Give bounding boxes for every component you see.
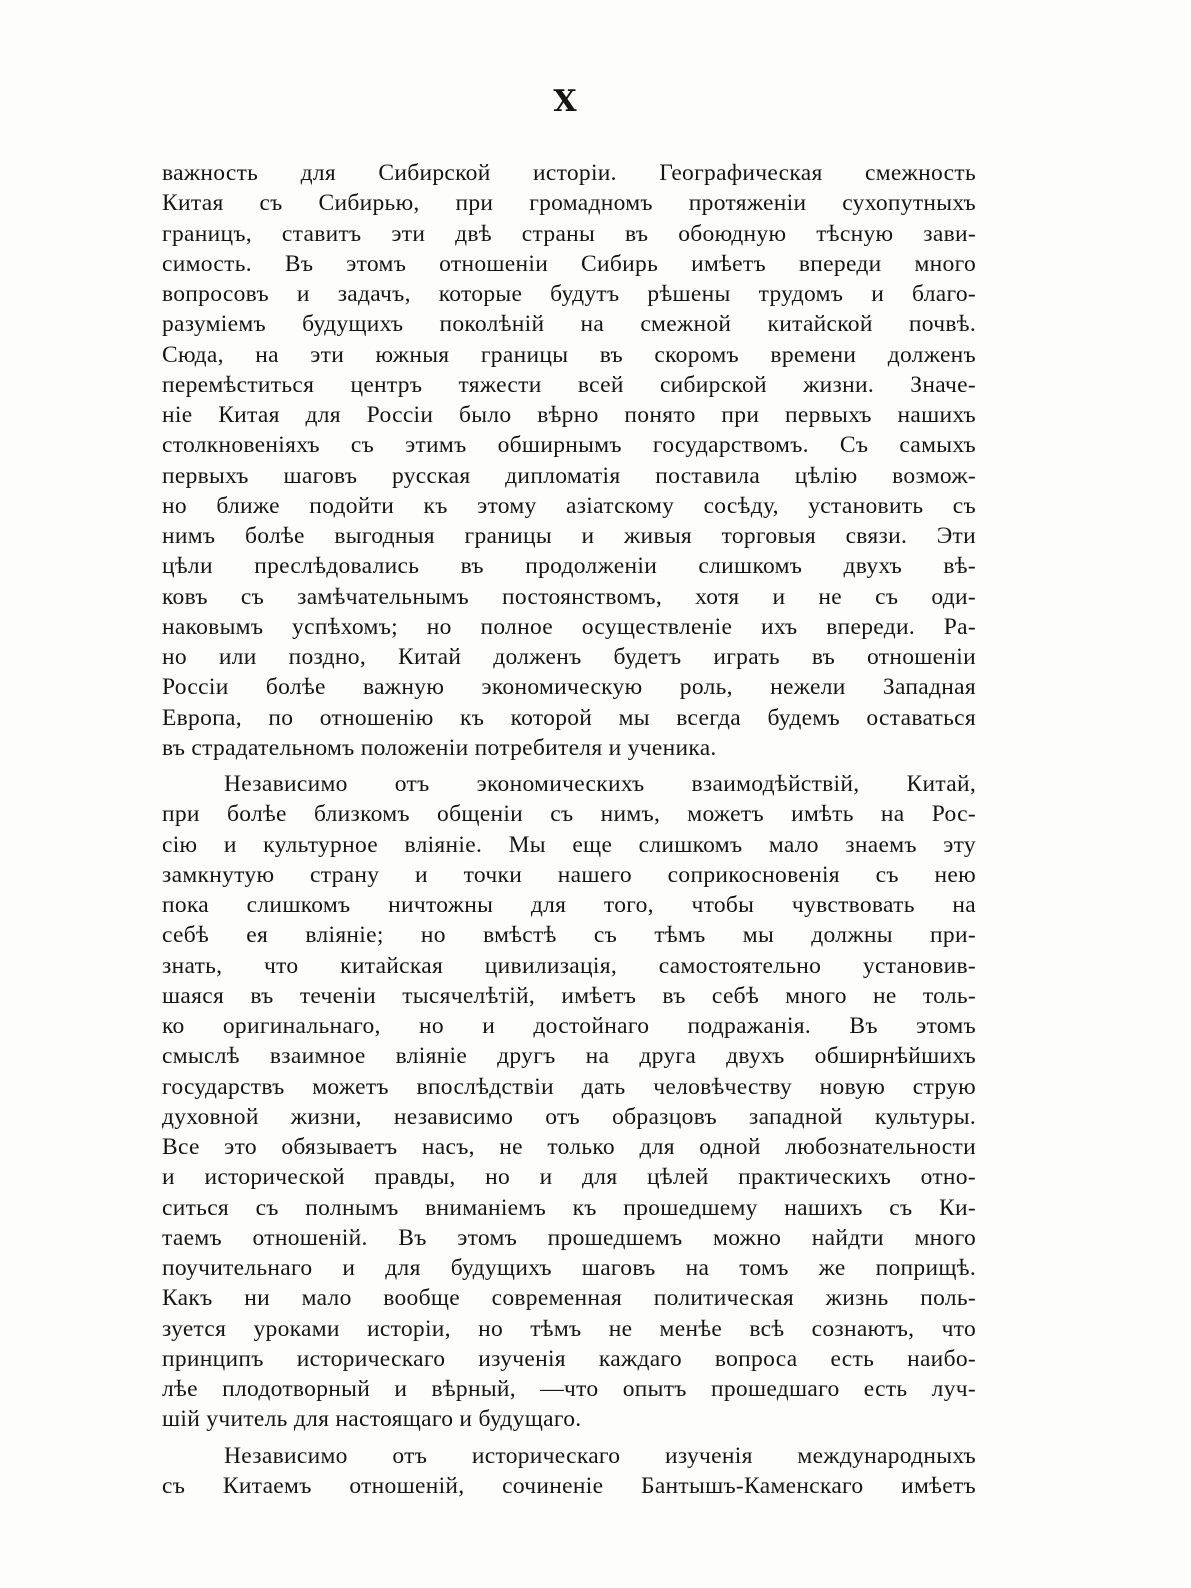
text-line: цѣли преслѣдовались въ продолженіи слишкомъ двухъ вѣ- — [162, 553, 976, 580]
text-line: разуміемъ будущихъ поколѣній на смежной китайской почвѣ. — [162, 311, 976, 338]
text-line: поучительнаго и для будущихъ шаговъ на томъ же поприщѣ. — [162, 1255, 976, 1281]
text-line: принципъ историческаго изученія каждаго вопроса есть наибо- — [162, 1345, 976, 1372]
text-line: сію и культурное вліяніе. Мы еще слишкомъ мало знаемъ эту — [162, 831, 976, 858]
text-line: смыслѣ взаимное вліяніе другъ на друга двухъ обширнѣйшихъ — [162, 1043, 976, 1070]
text-line: вопросовъ и задачъ, которые будутъ рѣшены трудомъ и благо- — [162, 281, 976, 307]
text-line: но или поздно, Китай долженъ будетъ играть въ отношеніи — [162, 644, 976, 670]
text-line: важность для Сибирской исторіи. Географическая смежность — [162, 160, 976, 186]
text-line: Россіи болѣе важную экономическую роль, нежели Западная — [162, 674, 976, 701]
text-line: и исторической правды, но и для цѣлей практическихъ отно- — [162, 1164, 976, 1191]
text-line: Независимо отъ экономическихъ взаимодѣйствій, Китай, — [224, 771, 976, 797]
text-line: ковъ съ замѣчательнымъ постоянствомъ, хотя и не съ оди- — [162, 583, 976, 610]
text-line: шій учитель для настоящаго и будущаго. — [162, 1406, 582, 1433]
text-line: шаяся въ теченіи тысячелѣтій, имѣетъ въ себѣ много не толь- — [162, 982, 976, 1009]
text-line: зуется уроками исторіи, но тѣмъ не менѣе всѣ сознаютъ, что — [162, 1315, 976, 1342]
text-line: таемъ отношеній. Въ этомъ прошедшемъ можно найдти много — [162, 1224, 976, 1251]
text-line: Европа, по отношенію къ которой мы всегда будемъ оставаться — [162, 704, 976, 731]
text-line: въ страдательномъ положеніи потребителя и ученика. — [162, 734, 717, 761]
text-line: симость. Въ этомъ отношеніи Сибирь имѣетъ впереди много — [162, 250, 976, 277]
text-line: себѣ ея вліяніе; но вмѣстѣ съ тѣмъ мы должны при- — [162, 922, 976, 949]
text-line: Китая съ Сибирью, при громадномъ протяженіи сухопутныхъ — [162, 190, 976, 217]
text-line: столкновеніяхъ съ этимъ обширнымъ государствомъ. Съ самыхъ — [162, 432, 976, 459]
text-line: первыхъ шаговъ русская дипломатія поставила цѣлію возмож- — [162, 462, 976, 489]
text-line: Независимо отъ историческаго изученія международныхъ — [224, 1442, 976, 1469]
text-line: ко оригинальнаго, но и достойнаго подражанія. Въ этомъ — [162, 1013, 976, 1039]
text-line: лѣе плодотворный и вѣрный, —что опытъ прошедшаго есть луч- — [162, 1376, 976, 1402]
text-line: но ближе подойти къ этому азіатскому сосѣду, установить съ — [162, 492, 976, 519]
text-line: нимъ болѣе выгодныя границы и живыя торговыя связи. Эти — [162, 523, 976, 549]
text-line: перемѣститься центръ тяжести всей сибирской жизни. Значе- — [162, 371, 976, 398]
text-line: наковымъ успѣхомъ; но полное осуществленіе ихъ впереди. Ра- — [162, 613, 976, 640]
text-line: Сюда, на эти южныя границы въ скоромъ времени долженъ — [162, 341, 976, 368]
text-line: Какъ ни мало вообще современная политическая жизнь поль- — [162, 1285, 976, 1312]
text-line: знать, что китайская цивилизація, самостоятельно установив- — [162, 952, 976, 979]
text-line: границъ, ставитъ эти двѣ страны въ обоюдную тѣсную зави- — [162, 220, 976, 247]
text-line: государствъ можетъ впослѣдствіи дать человѣчеству новую струю — [162, 1073, 976, 1100]
body-text — [162, 158, 976, 1501]
text-line: духовной жизни, независимо отъ образцовъ западной культуры. — [162, 1103, 976, 1130]
page-number: X — [553, 84, 578, 119]
text-line: замкнутую страну и точки нашего соприкосновенія съ нею — [162, 861, 976, 888]
text-line: при болѣе близкомъ общеніи съ нимъ, можетъ имѣть на Рос- — [162, 801, 976, 828]
text-line: ситься съ полнымъ вниманіемъ къ прошедшему нашихъ съ Ки- — [162, 1194, 976, 1221]
text-line: пока слишкомъ ничтожны для того, чтобы чувствовать на — [162, 892, 976, 918]
text-line: ніе Китая для Россіи было вѣрно понято при первыхъ нашихъ — [162, 402, 976, 428]
text-line: Все это обязываетъ насъ, не только для одной любознательности — [162, 1134, 976, 1160]
text-line: съ Китаемъ отношеній, сочиненіе Бантышъ-Каменскаго имѣетъ — [162, 1472, 976, 1499]
